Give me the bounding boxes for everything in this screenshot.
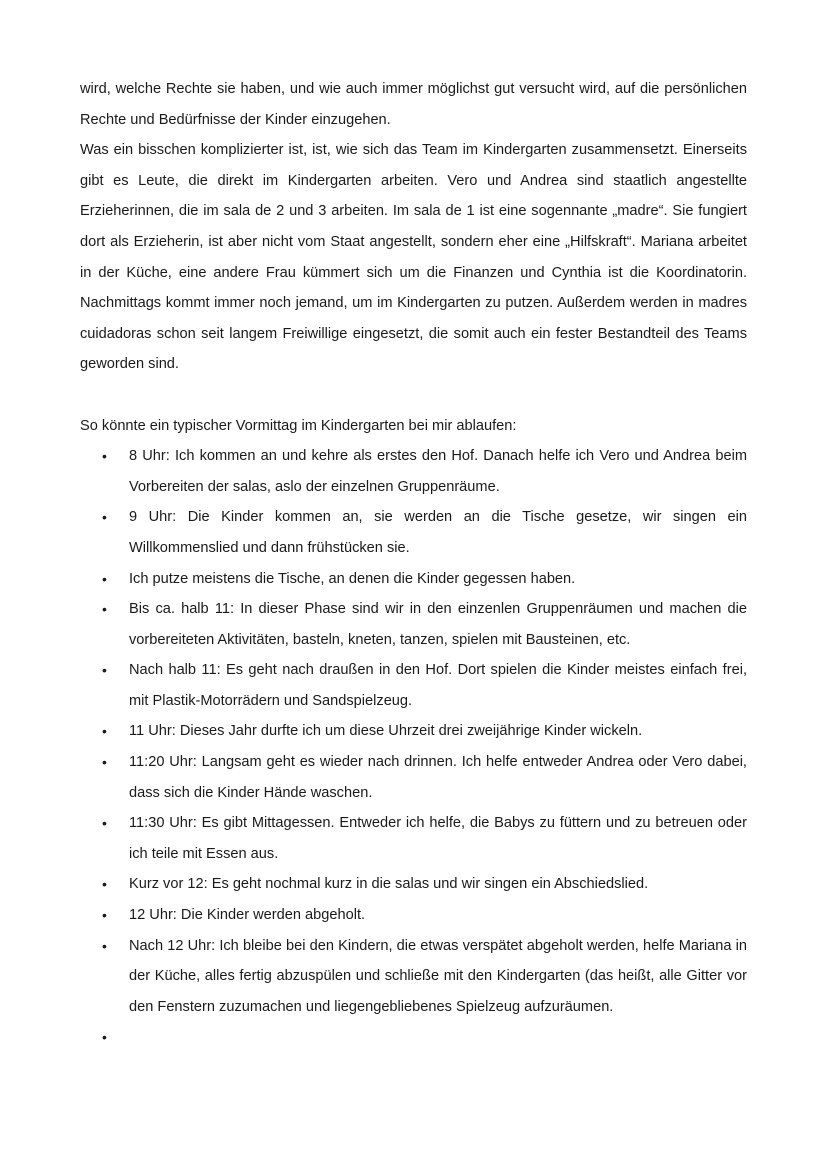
bullet-icon: •	[102, 570, 107, 587]
schedule-list-item	[80, 594, 747, 655]
bullet-icon: •	[102, 907, 107, 924]
schedule-item-text: 8 Uhr: Ich kommen an und kehre als erstes den Hof. Danach helfe ich Vero und Andrea beim Vorbereiten der salas, aslo der einzelnen Gruppenräume.	[129, 448, 747, 495]
paragraph-spacer	[80, 380, 747, 411]
schedule-item-text: 11:20 Uhr: Langsam geht es wieder nach drinnen. Ich helfe entweder Andrea oder Vero dabei, dass sich die Kinder Hände waschen.	[129, 754, 747, 801]
paragraph-team: Was ein bisschen komplizierter ist, ist, wie sich das Team im Kindergarten zusammensetzt. Einerseits gibt es Leute, die direkt im Kindergarten arbeiten. Vero und Andrea sind staatlich angestellte Erzieherinnen, die im sala de 2 und 3 arbeiten. Im sala de 1 ist eine sogennante „madre“. Sie fungiert dort als Erzieherin, ist aber nicht vom Staat angestellt, sondern eher eine „Hilfskraft“. Mariana arbeitet in der Küche, eine andere Frau kümmert sich um die Finanzen und Cynthia ist die Koordinatorin. Nachmittags kommt immer noch jemand, um im Kindergarten zu putzen. Außerdem werden in madres cuidadoras schon seit langem Freiwillige eingesetzt, die somit auch ein fester Bestandteil des Teams geworden sind.	[80, 142, 747, 373]
schedule-list-item	[80, 808, 747, 869]
schedule-list-item	[80, 931, 747, 1023]
schedule-list-item	[80, 1022, 747, 1053]
bullet-icon: •	[102, 448, 107, 465]
bullet-icon: •	[102, 509, 107, 526]
schedule-item-text: 11 Uhr: Dieses Jahr durfte ich um diese Uhrzeit drei zweijährige Kinder wickeln.	[129, 723, 643, 740]
bullet-icon: •	[102, 937, 107, 954]
paragraph-intro: So könnte ein typischer Vormittag im Kindergarten bei mir ablaufen:	[80, 417, 517, 434]
schedule-list-item	[80, 441, 747, 502]
schedule-list-item	[80, 655, 747, 716]
schedule-item-text: Bis ca. halb 11: In dieser Phase sind wir in den einzenlen Gruppenräumen und machen die vorbereiteten Aktivitäten, basteln, kneten, tanzen, spielen mit Bausteinen, etc.	[129, 601, 747, 648]
schedule-item-text: Nach 12 Uhr: Ich bleibe bei den Kindern, die etwas verspätet abgeholt werden, helfe Mariana in der Küche, alles fertig abzuspülen und schließe mit den Kindergarten (das heißt, alle Gitter vor den Fenstern zuzumachen und liegengebliebenes Spielzeug aufzuräumen.	[129, 937, 747, 1015]
schedule-item-text: 9 Uhr: Die Kinder kommen an, sie werden an die Tische gesetze, wir singen ein Willkommenslied und dann frühstücken sie.	[129, 509, 747, 556]
schedule-item-text: 12 Uhr: Die Kinder werden abgeholt.	[129, 907, 366, 924]
schedule-list-item	[80, 564, 747, 595]
paragraph-rights: wird, welche Rechte sie haben, und wie auch immer möglichst gut versucht wird, auf die persönlichen Rechte und Bedürfnisse der Kinder einzugehen.	[80, 81, 747, 128]
bullet-icon: •	[102, 815, 107, 832]
schedule-item-text: 11:30 Uhr: Es gibt Mittagessen. Entweder ich helfe, die Babys zu füttern und zu betreuen oder ich teile mit Essen aus.	[129, 815, 747, 862]
bullet-icon: •	[102, 662, 107, 679]
schedule-item-text: Kurz vor 12: Es geht nochmal kurz in die salas und wir singen ein Abschiedslied.	[129, 876, 649, 893]
bullet-icon: •	[102, 723, 107, 740]
document-page	[80, 74, 747, 1053]
schedule-item-text: Nach halb 11: Es geht nach draußen in den Hof. Dort spielen die Kinder meistes einfach frei, mit Plastik-Motorrädern und Sandspielzeug.	[129, 662, 747, 709]
schedule-list	[80, 441, 747, 1053]
bullet-icon: •	[102, 601, 107, 618]
schedule-list-item	[80, 716, 747, 747]
bullet-icon: •	[102, 754, 107, 771]
schedule-list-item	[80, 900, 747, 931]
schedule-list-item	[80, 869, 747, 900]
schedule-list-item	[80, 502, 747, 563]
bullet-icon: •	[102, 1029, 107, 1046]
schedule-list-item	[80, 747, 747, 808]
schedule-item-text: Ich putze meistens die Tische, an denen die Kinder gegessen haben.	[129, 570, 576, 587]
bullet-icon: •	[102, 876, 107, 893]
